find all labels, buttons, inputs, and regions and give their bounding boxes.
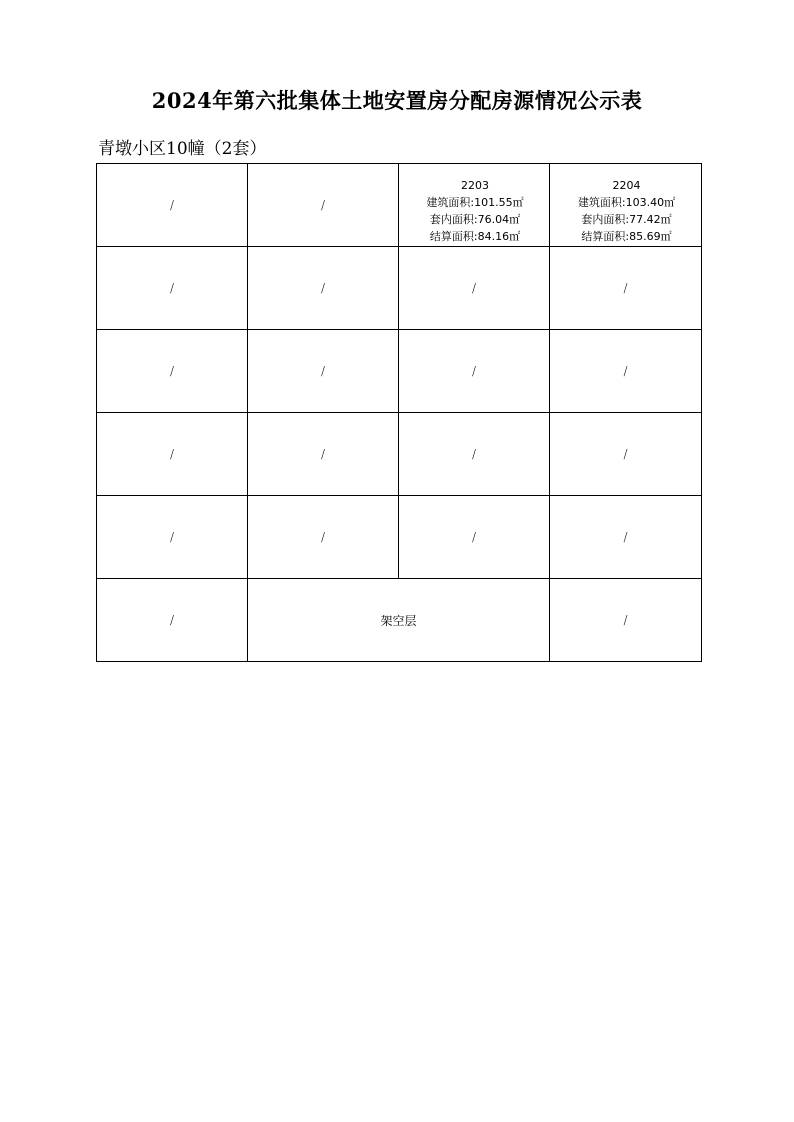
unit-cell-2203	[399, 164, 550, 247]
section-subtitle: 青墩小区10幢（2套）	[98, 139, 267, 159]
table-cell	[97, 247, 248, 330]
placeholder-slash: /	[169, 281, 175, 295]
placeholder-slash: /	[471, 364, 477, 378]
table-cell	[97, 496, 248, 579]
stilt-floor-label: 架空层	[380, 613, 417, 628]
table-cell	[97, 579, 248, 662]
placeholder-slash: /	[623, 530, 628, 544]
placeholder-slash: /	[471, 530, 477, 544]
table-row	[97, 247, 702, 330]
unit-number: 2203	[461, 179, 489, 192]
table-cell	[399, 496, 550, 579]
table-cell	[550, 247, 702, 330]
table-cell	[550, 579, 702, 662]
placeholder-slash: /	[623, 613, 628, 627]
table-cell	[399, 247, 550, 330]
unit-settlement-area: 结算面积:84.16㎡	[429, 230, 521, 243]
table-cell	[97, 164, 248, 247]
placeholder-slash: /	[471, 447, 477, 461]
table-cell	[248, 247, 399, 330]
placeholder-slash: /	[320, 281, 326, 295]
placeholder-slash: /	[169, 613, 175, 627]
table-row	[97, 579, 702, 662]
document-title: 2024年第六批集体土地安置房分配房源情况公示表	[151, 88, 643, 113]
table-cell	[97, 330, 248, 413]
placeholder-slash: /	[169, 530, 175, 544]
placeholder-slash: /	[623, 447, 628, 461]
table-row	[97, 496, 702, 579]
table-row	[97, 164, 702, 247]
table-cell	[248, 164, 399, 247]
placeholder-slash: /	[320, 364, 326, 378]
placeholder-slash: /	[623, 364, 628, 378]
placeholder-slash: /	[169, 198, 175, 212]
housing-table	[96, 163, 702, 662]
unit-cell-2204	[550, 164, 702, 247]
placeholder-slash: /	[169, 364, 175, 378]
placeholder-slash: /	[320, 198, 326, 212]
unit-settlement-area: 结算面积:85.69㎡	[581, 230, 672, 243]
unit-building-area: 建筑面积:101.55㎡	[426, 196, 524, 209]
table-cell	[399, 413, 550, 496]
unit-inner-area: 套内面积:76.04㎡	[429, 213, 521, 226]
unit-building-area: 建筑面积:103.40㎡	[577, 196, 676, 209]
unit-inner-area: 套内面积:77.42㎡	[581, 213, 672, 226]
table-cell	[248, 330, 399, 413]
table-cell	[399, 330, 550, 413]
placeholder-slash: /	[320, 530, 326, 544]
table-cell	[550, 330, 702, 413]
placeholder-slash: /	[471, 281, 477, 295]
placeholder-slash: /	[623, 281, 628, 295]
table-cell	[248, 413, 399, 496]
placeholder-slash: /	[320, 447, 326, 461]
placeholder-slash: /	[169, 447, 175, 461]
table-row	[97, 330, 702, 413]
table-cell	[97, 413, 248, 496]
table-cell	[550, 496, 702, 579]
table-cell	[248, 496, 399, 579]
table-cell	[550, 413, 702, 496]
stilt-floor-cell	[248, 579, 550, 662]
table-row	[97, 413, 702, 496]
unit-number: 2204	[612, 179, 641, 192]
